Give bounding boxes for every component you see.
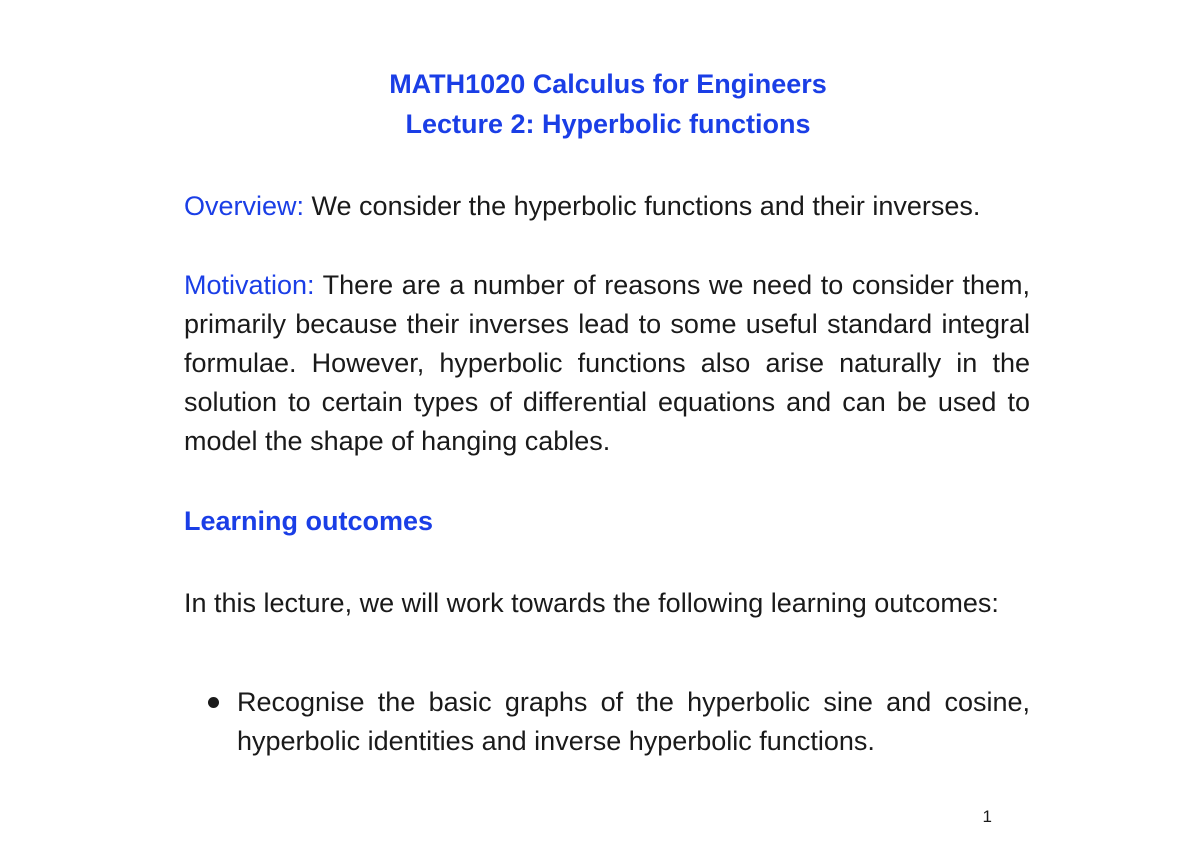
bullet-icon [208, 697, 219, 708]
motivation-text: There are a number of reasons we need to consider them, primarily because their inverses lead to some useful standard integral formulae. However, hyperbolic functions also arise naturally in the solution to certain types of differential equations and can be used to model the shape of hanging cables. [184, 270, 1030, 456]
learning-outcomes-heading: Learning outcomes [184, 506, 434, 536]
motivation-paragraph [184, 266, 1030, 461]
slide-title [0, 64, 1200, 144]
page-number: 1 [982, 807, 992, 826]
list-item-text: Recognise the basic graphs of the hyperbolic sine and cosine, hyperbolic identities and inverse hyperbolic functions. [237, 687, 1030, 756]
learning-outcomes-list [184, 683, 1030, 761]
course-title: MATH1020 Calculus for Engineers [389, 69, 827, 99]
overview-label: Overview: [184, 191, 305, 221]
overview-paragraph [184, 187, 1030, 226]
overview-text: We consider the hyperbolic functions and their inverses. [304, 191, 981, 221]
list-item [184, 683, 1030, 761]
motivation-label: Motivation: [184, 270, 315, 300]
lecture-title: Lecture 2: Hyperbolic functions [405, 109, 811, 139]
learning-outcomes-intro: In this lecture, we will work towards the following learning outcomes: [184, 588, 999, 618]
